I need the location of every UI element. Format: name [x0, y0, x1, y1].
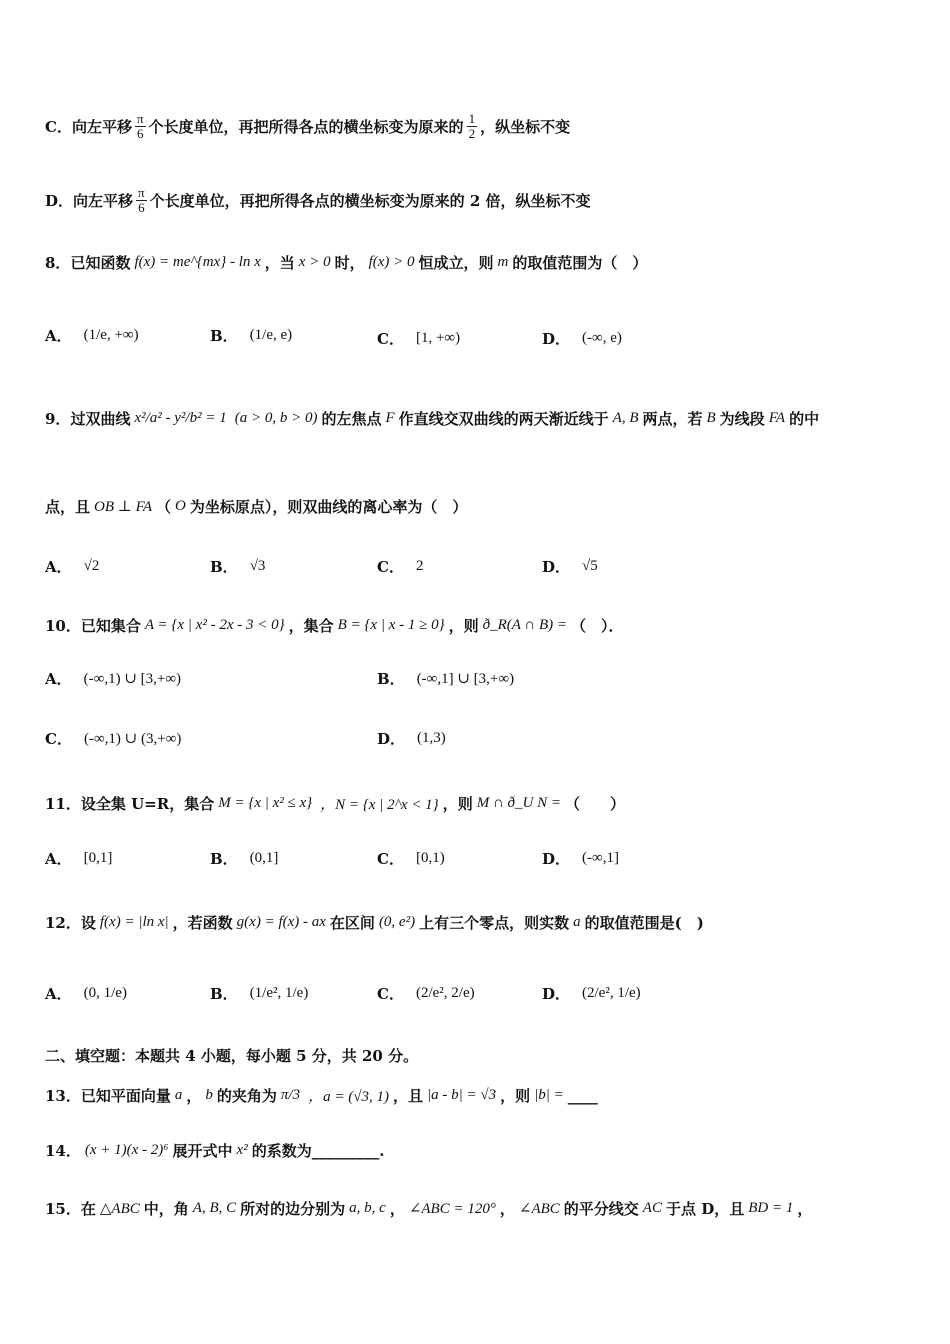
question-number: 13． — [45, 1087, 81, 1105]
question-number: 15． — [45, 1200, 81, 1218]
question-10 — [45, 615, 910, 636]
q12-option-d: D． (2/e², 1/e) — [542, 985, 641, 1003]
text: 时， — [334, 254, 365, 272]
text: （ ） — [565, 795, 626, 813]
formula: FA — [768, 410, 786, 426]
text: 的取值范围为（ ） — [512, 254, 648, 272]
formula: |b| = — [534, 1087, 564, 1103]
formula: f(x) = me^{mx} - ln x — [134, 254, 261, 270]
formula: a — [174, 1087, 183, 1103]
fraction: $\frac{\pi}{6}$ — [138, 185, 145, 216]
text: 已知集合 — [80, 617, 141, 635]
q9-option-d: D． √5 — [542, 558, 598, 576]
text: 点，且 — [45, 498, 91, 516]
text: 设 — [80, 914, 96, 932]
q8-option-b: B． (1/e, e) — [210, 327, 293, 345]
question-12 — [45, 912, 910, 933]
formula: ，N = {x | 2^x < 1} — [320, 797, 439, 813]
q12-option-b: B． (1/e², 1/e) — [210, 985, 309, 1003]
text: 两点，若 — [642, 410, 703, 428]
text: 上有三个零点，则实数 — [419, 914, 570, 932]
formula: ∠ABC = 120° — [408, 1201, 496, 1217]
formula: m — [497, 254, 509, 270]
q10-option-d: D． (1,3) — [377, 730, 446, 748]
formula: B = {x | x - 1 ≥ 0} — [337, 617, 445, 633]
q11-option-c: C． [0,1) — [377, 850, 445, 868]
text: 已知平面向量 — [80, 1087, 171, 1105]
question-14 — [45, 1140, 910, 1161]
question-13 — [45, 1085, 910, 1106]
formula: M ∩ ð_U N = — [476, 795, 561, 811]
question-15 — [45, 1198, 910, 1219]
text: 过双曲线 — [70, 410, 131, 428]
text: 个长度单位，再把所得各点的横坐标变为原来的 — [148, 118, 464, 137]
text: 展开式中 — [172, 1142, 233, 1160]
text: 向左平移 — [73, 192, 134, 211]
formula: a — [573, 914, 581, 930]
formula: f(x) > 0 — [368, 254, 415, 270]
formula: (0, e²) — [378, 914, 416, 930]
text: 为坐标原点），则双曲线的离心率为（ ） — [189, 498, 468, 516]
q10-option-b: B． (-∞,1] ∪ [3,+∞) — [377, 670, 515, 688]
question-number: 14． — [45, 1142, 81, 1160]
formula: x > 0 — [298, 254, 331, 270]
q7-option-d — [45, 186, 910, 216]
question-number: 10． — [45, 617, 81, 635]
question-number: 11． — [45, 795, 81, 813]
q11-option-b: B． (0,1] — [210, 850, 279, 868]
q8-option-c: C． [1, +∞) — [377, 330, 461, 348]
text: ，若函数 — [172, 914, 233, 932]
question-number: 12． — [45, 914, 81, 932]
formula: A, B — [612, 410, 639, 426]
text: 已知函数 — [70, 254, 131, 272]
formula: b — [205, 1087, 213, 1103]
text: 的中 — [789, 410, 820, 428]
answer-blank: ____ — [567, 1086, 598, 1105]
text: ， — [499, 1200, 515, 1218]
question-number: 9． — [45, 410, 71, 428]
formula: O — [175, 498, 186, 514]
text: 为线段 — [719, 410, 765, 428]
q9-option-a: A． √2 — [45, 558, 100, 576]
section-heading: 二、填空题：本题共 4 小题，每小题 5 分，共 20 分。 — [45, 1047, 419, 1065]
text: 的取值范围是( ) — [584, 914, 704, 932]
option-label: D． — [45, 192, 74, 211]
formula: F — [385, 410, 395, 426]
formula: B — [706, 410, 716, 426]
text: 恒成立，则 — [418, 254, 494, 272]
formula: OB ⊥ FA — [94, 499, 153, 515]
formula: |a - b| = √3 — [426, 1087, 497, 1103]
text: ，集合 — [288, 617, 334, 635]
text: 向左平移 — [71, 118, 132, 137]
formula: ð_R(A ∩ B) = — [482, 617, 568, 633]
text: 个长度单位，再把所得各点的横坐标变为原来的 2 倍，纵坐标不变 — [149, 192, 591, 211]
text: 设全集 U=R，集合 — [80, 795, 215, 813]
formula: ∠ABC — [518, 1201, 560, 1217]
option-label: C． — [45, 118, 72, 137]
text: 的左焦点 — [321, 410, 382, 428]
formula: M = {x | x² ≤ x} — [218, 795, 313, 811]
text: （ ）． — [571, 617, 624, 635]
formula: (x + 1)(x - 2)⁶ — [84, 1142, 169, 1158]
formula: A, B, C — [192, 1200, 237, 1216]
q9-option-c: C． 2 — [377, 558, 424, 576]
q12-option-c: C． (2/e², 2/e) — [377, 985, 475, 1003]
text: ，则 — [448, 617, 479, 635]
q10-option-a: A． (-∞,1) ∪ [3,+∞) — [45, 670, 182, 688]
question-11 — [45, 793, 910, 814]
text: ，当 — [264, 254, 295, 272]
formula: AC — [642, 1200, 662, 1216]
q12-option-a: A． (0, 1/e) — [45, 985, 127, 1003]
formula: BD = 1 — [748, 1200, 794, 1216]
fraction: $\frac{1}{2}$ — [468, 111, 476, 142]
text: ，则 — [500, 1087, 531, 1105]
question-8 — [45, 252, 910, 273]
text: 中，角 — [143, 1200, 189, 1218]
text: 的夹角为 — [216, 1087, 277, 1105]
text: 在区间 — [329, 914, 375, 932]
text: ，且 — [392, 1087, 423, 1105]
formula: (a > 0, b > 0) — [234, 410, 318, 426]
q11-option-d: D． (-∞,1] — [542, 850, 619, 868]
text: 在 — [80, 1200, 96, 1218]
fraction: $\frac{\pi}{6}$ — [136, 111, 144, 142]
text: ，则 — [442, 795, 473, 813]
text: 的系数为_________. — [251, 1142, 385, 1160]
q11-option-a: A． [0,1] — [45, 850, 113, 868]
formula: f(x) = |ln x| — [99, 914, 169, 930]
q10-option-c: C． (-∞,1) ∪ (3,+∞) — [45, 730, 182, 748]
text: 作直线交双曲线的两天渐近线于 — [398, 410, 609, 428]
formula: π/3 — [280, 1087, 301, 1103]
formula: a, b, c — [349, 1200, 386, 1216]
formula: x²/a² - y²/b² = 1 — [134, 410, 227, 426]
text: 的平分线交 — [563, 1200, 639, 1218]
q8-option-d: D． (-∞, e) — [542, 330, 622, 348]
q8-option-a: A． (1/e, +∞) — [45, 327, 139, 345]
text: ， — [186, 1087, 202, 1105]
formula: A = {x | x² - 2x - 3 < 0} — [144, 617, 285, 633]
question-9-cont — [45, 496, 910, 517]
formula: x² — [236, 1142, 248, 1158]
formula: ，a = (√3, 1) — [308, 1089, 389, 1105]
text: ， — [389, 1200, 405, 1218]
text: ， — [797, 1200, 813, 1218]
formula: △ABC — [99, 1201, 140, 1217]
q9-option-b: B． √3 — [210, 558, 266, 576]
text: 所对的边分别为 — [240, 1200, 346, 1218]
question-number: 8． — [45, 254, 71, 272]
q7-option-c — [45, 112, 910, 142]
text: ，纵坐标不变 — [480, 118, 571, 137]
text: 于点 D，且 — [665, 1200, 745, 1218]
question-9 — [45, 408, 910, 429]
formula: g(x) = f(x) - ax — [236, 914, 326, 930]
text: （ — [156, 498, 172, 516]
